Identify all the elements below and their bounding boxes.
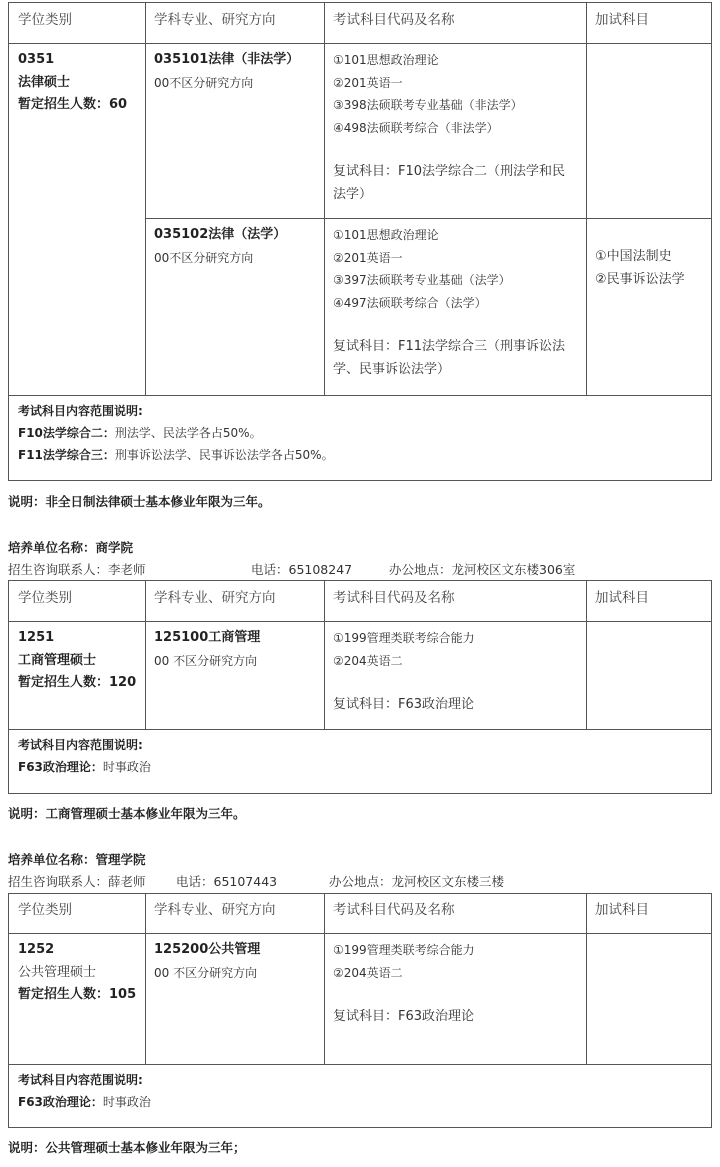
notes-title: 考试科目内容范围说明: <box>18 1073 143 1087</box>
subject-item: ①101思想政治理论 <box>333 53 439 67</box>
degree-info <box>9 939 145 1007</box>
law-table <box>8 2 712 481</box>
subject-item: ②201英语一 <box>333 250 403 265</box>
degree-name: 法律硕士 <box>18 74 71 90</box>
retest-subject: 复试科目：F63政治理论 <box>333 1009 475 1024</box>
subject-item: ④497法硕联考综合（法学） <box>333 295 487 310</box>
contact-person: 招生咨询联系人：薛老师 <box>8 874 146 889</box>
retest-subject: 复试科目：F11法学综合三（刑事诉讼法学、民事诉讼法学） <box>333 339 566 377</box>
contact-person: 招生咨询联系人：李老师 <box>8 562 146 577</box>
mba-remark: 说明：工商管理硕士基本修业年限为三年。 <box>8 806 246 821</box>
subject-item: ①101思想政治理论 <box>333 228 439 242</box>
office-location: 办公地点：龙河校区文东楼三楼 <box>329 874 505 889</box>
subject-item: ③397法硕联考专业基础（法学） <box>333 273 511 287</box>
subject-item: ②204英语二 <box>333 653 403 668</box>
unit-name: 培养单位名称：商学院 <box>8 540 134 555</box>
major-cell <box>145 224 324 269</box>
law-remark: 说明：非全日制法律硕士基本修业年限为三年。 <box>8 494 271 509</box>
degree-code: 1252 <box>18 942 55 957</box>
extra-subject-item: ②民事诉讼法学 <box>595 271 685 287</box>
research-direction: 00 不区分研究方向 <box>154 965 258 980</box>
research-direction: 00不区分研究方向 <box>154 250 254 265</box>
degree-quota: 暂定招生人数：60 <box>18 97 128 112</box>
major-cell <box>145 627 324 672</box>
mpa-remark: 说明：公共管理硕士基本修业年限为三年； <box>8 1140 246 1155</box>
subject-item: ①199管理类联考综合能力 <box>333 943 475 957</box>
header-extra-subjects: 加试科目 <box>595 902 649 918</box>
header-major: 学科专业、研究方向 <box>154 12 276 28</box>
extra-subject-item: ①中国法制史 <box>595 249 672 264</box>
subject-item: ④498法硕联考综合（非法学） <box>333 120 499 135</box>
major-name: 035101法律（非法学） <box>154 52 300 67</box>
retest-subject: 复试科目：F63政治理论 <box>333 697 475 712</box>
notes-title: 考试科目内容范围说明: <box>18 404 143 418</box>
contact-phone: 电话：65108247 <box>251 562 353 577</box>
note-line: F63政治理论：时事政治 <box>18 1095 151 1109</box>
header-major: 学科专业、研究方向 <box>154 902 276 918</box>
exam-scope-notes <box>9 400 709 466</box>
major-name: 125100工商管理 <box>154 630 261 645</box>
exam-subjects-cell <box>324 49 586 206</box>
note-line: F63政治理论：时事政治 <box>18 760 151 774</box>
research-direction: 00 不区分研究方向 <box>154 653 258 668</box>
header-major: 学科专业、研究方向 <box>154 590 276 606</box>
header-exam-subjects: 考试科目代码及名称 <box>333 902 455 918</box>
extra-subjects-cell <box>586 246 713 291</box>
degree-name: 公共管理硕士 <box>18 964 97 980</box>
header-degree-type: 学位类别 <box>18 902 72 918</box>
header-degree-type: 学位类别 <box>18 590 72 606</box>
degree-code: 1251 <box>18 630 55 645</box>
header-exam-subjects: 考试科目代码及名称 <box>333 590 455 606</box>
exam-scope-notes <box>9 734 709 778</box>
major-name: 125200公共管理 <box>154 942 261 957</box>
notes-title: 考试科目内容范围说明: <box>18 738 143 752</box>
note-line: F11法学综合三：刑事诉讼法学、民事诉讼法学各占50%。 <box>18 448 334 462</box>
exam-subjects-cell <box>324 224 586 381</box>
retest-subject: 复试科目：F10法学综合二（刑法学和民法学） <box>333 164 566 202</box>
exam-subjects-cell <box>324 939 586 1029</box>
subject-item: ③398法硕联考专业基础（非法学） <box>333 98 523 112</box>
subject-item: ②201英语一 <box>333 75 403 90</box>
mpa-table <box>8 893 712 1128</box>
exam-scope-notes <box>9 1069 709 1113</box>
header-exam-subjects: 考试科目代码及名称 <box>333 12 455 28</box>
major-name: 035102法律（法学） <box>154 227 287 242</box>
note-line: F10法学综合二：刑法学、民法学各占50%。 <box>18 426 262 440</box>
degree-info <box>9 627 145 695</box>
mba-table <box>8 580 712 794</box>
exam-subjects-cell <box>324 627 586 717</box>
major-cell <box>145 939 324 984</box>
header-degree-type: 学位类别 <box>18 12 72 28</box>
subject-item: ①199管理类联考综合能力 <box>333 631 475 645</box>
degree-code: 0351 <box>18 52 55 67</box>
major-cell <box>145 49 324 94</box>
office-location: 办公地点：龙河校区文东楼306室 <box>389 562 576 577</box>
header-extra-subjects: 加试科目 <box>595 590 649 606</box>
degree-name: 工商管理硕士 <box>18 652 97 668</box>
degree-quota: 暂定招生人数：105 <box>18 987 137 1002</box>
header-extra-subjects: 加试科目 <box>595 12 649 28</box>
contact-phone: 电话：65107443 <box>176 874 278 889</box>
degree-info <box>9 49 145 117</box>
research-direction: 00不区分研究方向 <box>154 75 254 90</box>
unit-name: 培养单位名称：管理学院 <box>8 852 146 867</box>
subject-item: ②204英语二 <box>333 965 403 980</box>
degree-quota: 暂定招生人数：120 <box>18 675 137 690</box>
